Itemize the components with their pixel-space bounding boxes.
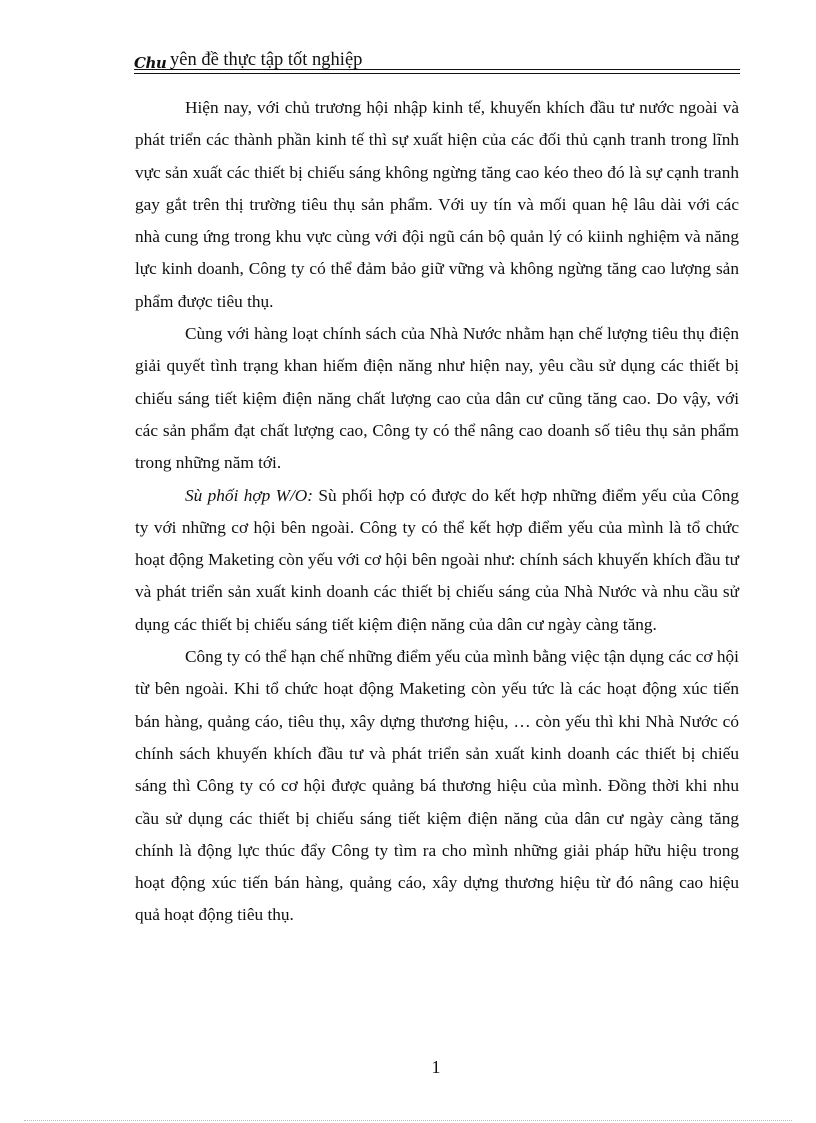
header-title: yên đề thực tập tốt nghiệp xyxy=(170,50,363,70)
header-cursive-prefix: Chu xyxy=(134,54,167,72)
body-text xyxy=(135,92,739,932)
paragraph-4: Công ty có thể hạn chế những điểm yếu của mình bằng việc tận dụng các cơ hội từ bên ngoài. Khi tổ chức hoạt động Maketing còn yếu tức là các hoạt động xúc tiến bán hàng, quảng cáo, tiêu thụ, xây dựng thương hiệu, … còn yếu thì khi Nhà Nước có chính sách khuyến khích đầu tư và phát triển sản xuất kinh doanh các thiết bị chiếu sáng thì Công ty có cơ hội được quảng bá thương hiệu của mình. Đồng thời khi nhu cầu sử dụng các thiết bị chiếu sáng tiết kiệm điện năng của dân cư ngày càng tăng chính là động lực thúc đẩy Công ty tìm ra cho mình những giải pháp hữu hiệu trong hoạt động xúc tiến bán hàng, quảng cáo, xây dựng thương hiệu từ đó nâng cao hiệu quả hoạt động tiêu thụ. xyxy=(135,647,739,925)
paragraph-1: Hiện nay, với chủ trương hội nhập kinh tế, khuyến khích đầu tư nước ngoài và phát triển các thành phần kinh tế thì sự xuất hiện của các đối thủ cạnh tranh trong lĩnh vực sản xuất các thiết bị chiếu sáng không ngừng tăng cao kéo theo đó là sự cạnh tranh gay gắt trên thị trường tiêu thụ sản phẩm. Với uy tín và mối quan hệ lâu dài với các nhà cung ứng trong khu vực cùng với đội ngũ cán bộ quản lý có kiinh nghiệm và năng lực kinh doanh, Công ty có thể đảm bảo giữ vững và không ngừng tăng cao lượng sản phẩm được tiêu thụ. xyxy=(135,98,739,311)
paragraph-3-lead: Sù phối hợp W/O: xyxy=(185,485,314,505)
page-bottom-dotted-line xyxy=(24,1120,792,1121)
paragraph-3-text: Sù phối hợp có được do kết hợp những điểm yếu của Công ty với những cơ hội bên ngoài. Công ty có thể kết hợp điểm yếu của mình là tổ chức hoạt động Maketing còn yếu với cơ hội bên ngoài như: chính sách khuyến khích đầu tư và phát triển sản xuất kinh doanh các thiết bị chiếu sáng của Nhà Nước và nhu cầu sử dụng các thiết bị chiếu sáng tiết kiệm điện năng của dân cư ngày càng tăng. xyxy=(135,485,739,634)
header-rule xyxy=(134,69,740,70)
paragraph-2: Cùng với hàng loạt chính sách của Nhà Nước nhằm hạn chế lượng tiêu thụ điện giải quyết tình trạng khan hiếm điện năng như hiện nay, yêu cầu sử dụng các thiết bị chiếu sáng tiết kiệm điện năng chất lượng cao của dân cư cũng tăng cao. Do vậy, với các sản phẩm đạt chất lượng cao, Công ty có thể nâng cao doanh số tiêu thụ sản phẩm trong những năm tới. xyxy=(135,324,739,473)
header-rule-secondary xyxy=(134,73,740,74)
page-number: 1 xyxy=(431,1057,441,1077)
running-header xyxy=(134,48,740,76)
paragraph-3 xyxy=(135,480,739,641)
